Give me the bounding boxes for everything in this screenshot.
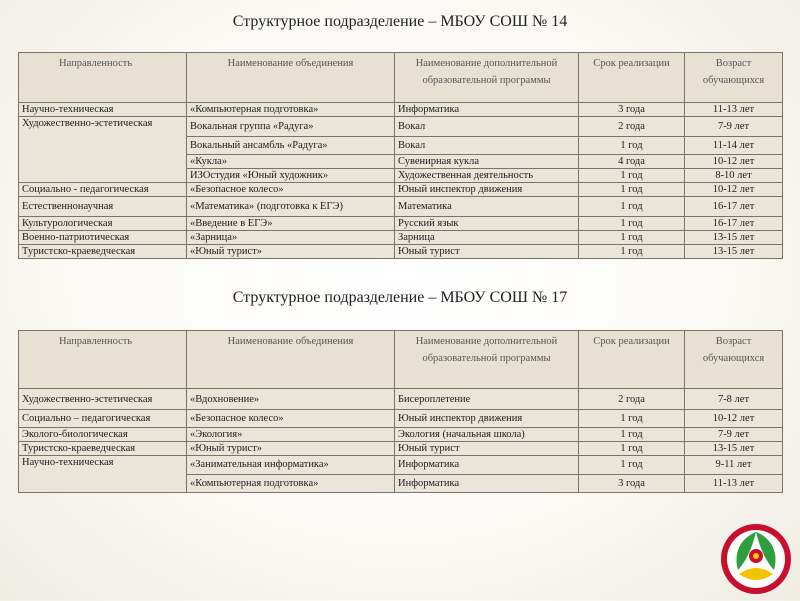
cell-program: Информатика — [395, 456, 579, 475]
table-header-row — [19, 331, 783, 389]
header-direction: Направленность — [19, 331, 187, 389]
table-row — [19, 117, 783, 137]
cell-name: «Введение в ЕГЭ» — [187, 217, 395, 231]
cell-name: «Зарница» — [187, 231, 395, 245]
header-period: Срок реализации — [579, 53, 685, 103]
cell-program: Русский язык — [395, 217, 579, 231]
table-row — [19, 456, 783, 475]
cell-name: «Безопасное колесо» — [187, 183, 395, 197]
cell-program: Юный турист — [395, 245, 579, 259]
table-row — [19, 389, 783, 410]
cell-period: 1 год — [579, 217, 685, 231]
cell-age: 10-12 лет — [685, 183, 783, 197]
table-row — [19, 428, 783, 442]
cell-name: «Экология» — [187, 428, 395, 442]
table-header-row — [19, 53, 783, 103]
cell-name: Вокальная группа «Радуга» — [187, 117, 395, 137]
cell-direction: Туристско-краеведческая — [19, 442, 187, 456]
cell-name: «Математика» (подготовка к ЕГЭ) — [187, 197, 395, 217]
cell-age: 13-15 лет — [685, 245, 783, 259]
cell-period: 1 год — [579, 456, 685, 475]
table-row — [19, 245, 783, 259]
cell-program: Юный инспектор движения — [395, 183, 579, 197]
cell-period: 1 год — [579, 231, 685, 245]
cell-age: 10-12 лет — [685, 410, 783, 428]
cell-period: 2 года — [579, 117, 685, 137]
cell-program: Юный инспектор движения — [395, 410, 579, 428]
cell-age: 11-14 лет — [685, 137, 783, 155]
cell-age: 11-13 лет — [685, 474, 783, 493]
cell-direction: Художественно-эстетическая — [19, 117, 187, 183]
cell-program: Экология (начальная школа) — [395, 428, 579, 442]
cell-age: 8-10 лет — [685, 169, 783, 183]
header-age: Возраст обучающихся — [685, 53, 783, 103]
cell-name: «Компьютерная подготовка» — [187, 474, 395, 493]
cell-direction: Туристско-краеведческая — [19, 245, 187, 259]
cell-name: «Юный турист» — [187, 245, 395, 259]
table-row — [19, 197, 783, 217]
cell-age: 7-9 лет — [685, 428, 783, 442]
cell-direction: Культурологическая — [19, 217, 187, 231]
cell-program: Художественная деятельность — [395, 169, 579, 183]
header-age: Возраст обучающихся — [685, 331, 783, 389]
header-name: Наименование объединения — [187, 331, 395, 389]
cell-direction: Эколого-биологическая — [19, 428, 187, 442]
cell-program: Юный турист — [395, 442, 579, 456]
cell-name: Вокальный ансамбль «Радуга» — [187, 137, 395, 155]
table-row — [19, 217, 783, 231]
cell-direction: Научно-техническая — [19, 456, 187, 493]
cell-name: «Вдохновение» — [187, 389, 395, 410]
table-row — [19, 103, 783, 117]
cell-period: 1 год — [579, 442, 685, 456]
cell-period: 3 года — [579, 474, 685, 493]
cell-name: «Безопасное колесо» — [187, 410, 395, 428]
cell-age: 7-9 лет — [685, 117, 783, 137]
cell-direction: Естественнонаучная — [19, 197, 187, 217]
cell-program: Вокал — [395, 117, 579, 137]
cell-direction: Социально - педагогическая — [19, 183, 187, 197]
table-row — [19, 231, 783, 245]
table-row — [19, 442, 783, 456]
table-row — [19, 410, 783, 428]
cell-period: 1 год — [579, 183, 685, 197]
cell-period: 2 года — [579, 389, 685, 410]
cell-direction: Социально – педагогическая — [19, 410, 187, 428]
cell-program: Информатика — [395, 474, 579, 493]
cell-period: 1 год — [579, 410, 685, 428]
cell-period: 1 год — [579, 245, 685, 259]
cell-direction: Художественно-эстетическая — [19, 389, 187, 410]
header-period: Срок реализации — [579, 331, 685, 389]
table2-title: Структурное подразделение – МБОУ СОШ № 17 — [232, 289, 568, 306]
cell-program: Информатика — [395, 103, 579, 117]
school17-table — [18, 330, 783, 493]
header-program: Наименование дополнительной образовательной программы — [395, 331, 579, 389]
cell-name: «Кукла» — [187, 155, 395, 169]
cell-program: Зарница — [395, 231, 579, 245]
cell-age: 16-17 лет — [685, 197, 783, 217]
cell-direction: Военно-патриотическая — [19, 231, 187, 245]
cell-age: 10-12 лет — [685, 155, 783, 169]
table-row — [19, 183, 783, 197]
cell-age: 13-15 лет — [685, 231, 783, 245]
cell-program: Сувенирная кукла — [395, 155, 579, 169]
header-direction: Направленность — [19, 53, 187, 103]
school-emblem-icon — [719, 522, 793, 601]
cell-direction: Научно-техническая — [19, 103, 187, 117]
cell-name: «Юный турист» — [187, 442, 395, 456]
cell-period: 1 год — [579, 428, 685, 442]
cell-period: 3 года — [579, 103, 685, 117]
header-name: Наименование объединения — [187, 53, 395, 103]
cell-name: «Компьютерная подготовка» — [187, 103, 395, 117]
cell-name: «Занимательная информатика» — [187, 456, 395, 475]
cell-name: ИЗОстудия «Юный художник» — [187, 169, 395, 183]
cell-program: Бисероплетение — [395, 389, 579, 410]
cell-program: Математика — [395, 197, 579, 217]
header-program: Наименование дополнительной образовательной программы — [395, 53, 579, 103]
cell-program: Вокал — [395, 137, 579, 155]
cell-age: 11-13 лет — [685, 103, 783, 117]
school14-table — [18, 52, 783, 259]
cell-age: 16-17 лет — [685, 217, 783, 231]
cell-period: 1 год — [579, 197, 685, 217]
cell-age: 9-11 лет — [685, 456, 783, 475]
table1-title: Структурное подразделение – МБОУ СОШ № 14 — [232, 13, 568, 30]
cell-period: 1 год — [579, 169, 685, 183]
cell-period: 4 года — [579, 155, 685, 169]
cell-age: 7-8 лет — [685, 389, 783, 410]
cell-age: 13-15 лет — [685, 442, 783, 456]
cell-period: 1 год — [579, 137, 685, 155]
